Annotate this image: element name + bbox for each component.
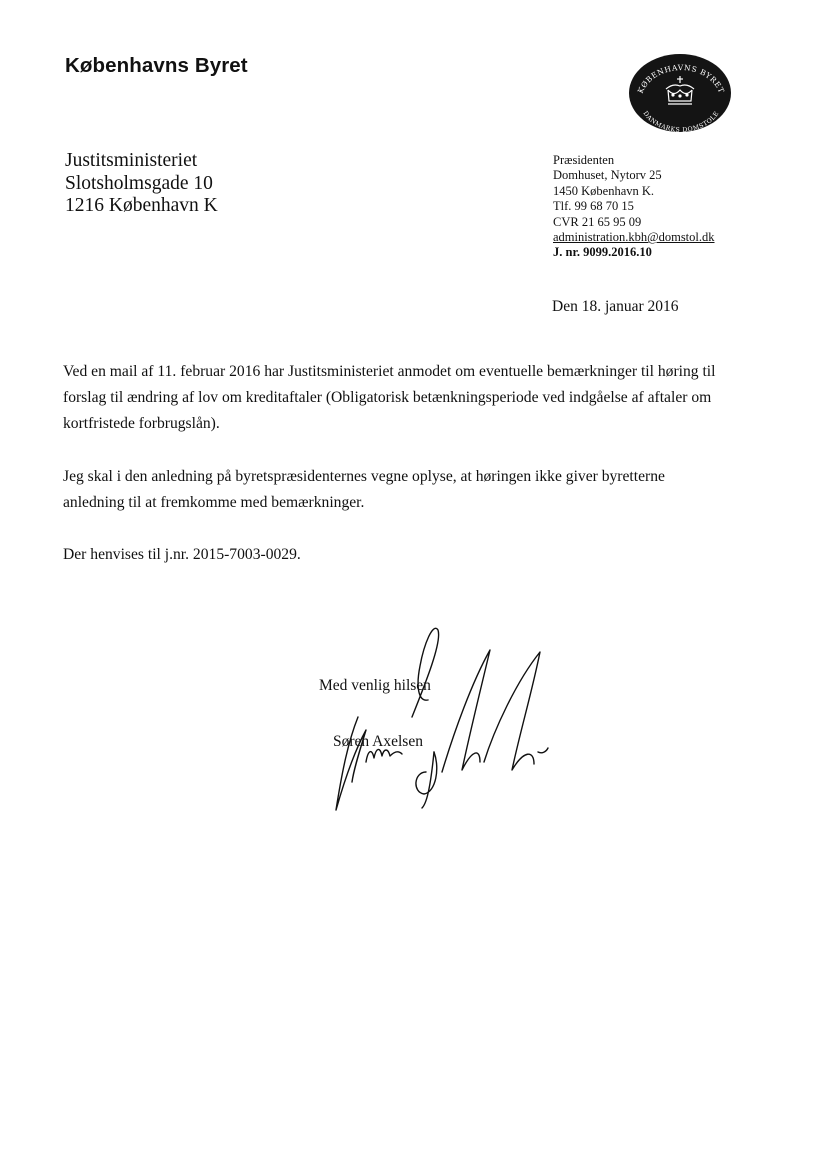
case-number: J. nr. 9099.2016.10 bbox=[553, 245, 652, 260]
sender-email: administration.kbh@domstol.dk bbox=[553, 230, 715, 245]
court-seal bbox=[628, 53, 732, 133]
recipient-line: Justitsministeriet bbox=[65, 150, 198, 171]
body-paragraph: Ved en mail af 11. februar 2016 har Justitsministeriet anmodet om eventuelle bemærkninger til høring til forslag til ændring af lov om kreditaftaler (Obligatorisk betænkningsperiode ved indgåelse af aftaler om kortfristede forbrugslån). bbox=[63, 363, 716, 433]
letter-date: Den 18. januar 2016 bbox=[552, 298, 679, 315]
handwritten-signature bbox=[330, 622, 560, 822]
recipient-line: Slotsholmsgade 10 bbox=[65, 172, 213, 194]
body-paragraph: Der henvises til j.nr. 2015-7003-0029. bbox=[63, 546, 301, 564]
sender-address: Domhuset, Nytorv 25 bbox=[553, 168, 662, 183]
seal-top-text: KØBENHAVNS BYRET bbox=[635, 63, 727, 95]
body-paragraph: Jeg skal i den anledning på byretspræsidenternes vegne oplyse, at høringen ikke giver byretterne anledning til at fremkomme med bemærkninger. bbox=[63, 467, 665, 511]
sender-phone: Tlf. 99 68 70 15 bbox=[553, 199, 634, 214]
recipient-line: 1216 København K bbox=[65, 195, 218, 216]
sender-postal: 1450 København K. bbox=[553, 183, 655, 198]
seal-bottom-text: DANMARKS DOMSTOLE bbox=[641, 110, 721, 133]
letter-body bbox=[63, 359, 723, 594]
recipient-address bbox=[65, 150, 218, 218]
signer-name: Søren Axelsen bbox=[333, 733, 423, 750]
closing-salutation: Med venlig hilsen bbox=[319, 677, 431, 694]
sender-cvr: CVR 21 65 95 09 bbox=[553, 214, 642, 229]
court-name-heading: Københavns Byret bbox=[65, 54, 248, 77]
sender-block bbox=[553, 153, 715, 261]
sender-title: Præsidenten bbox=[553, 153, 615, 167]
